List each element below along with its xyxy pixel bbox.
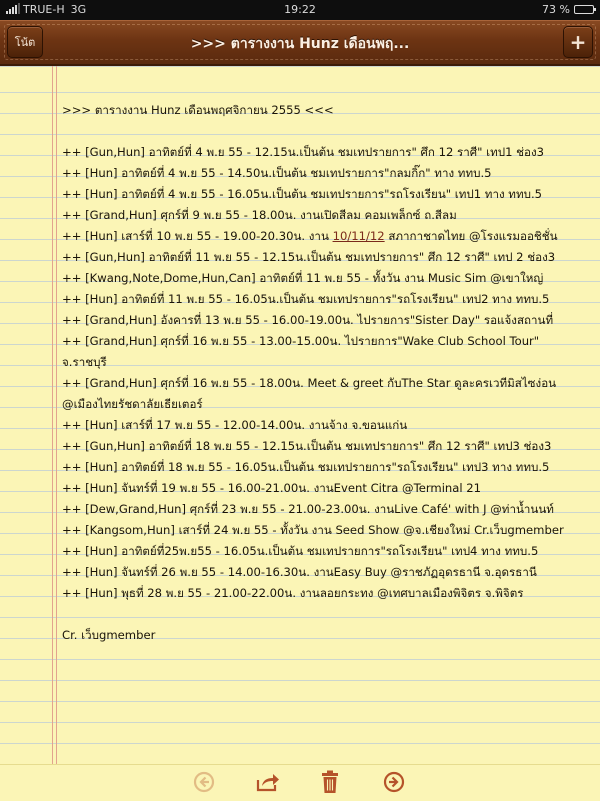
note-line <box>62 604 592 625</box>
note-line: จ.ราชบุรี <box>62 355 107 369</box>
note-line: ++ [Dew,Grand,Hun] ศุกร์ที่ 23 พ.ย 55 - 21.00-23.00น. งานLive Café' with J @ท่าน้ำนนท์ <box>62 502 554 516</box>
notes-back-button[interactable]: โน้ต <box>7 26 43 58</box>
margin-line <box>52 66 53 764</box>
battery-status <box>542 3 594 16</box>
network-type: 3G <box>70 3 87 16</box>
note-line-text: ++ [Hun] เสาร์ที่ 10 พ.ย 55 - 19.00-20.30น. งาน <box>62 229 333 243</box>
note-line: ++ [Grand,Hun] ศุกร์ที่ 16 พ.ย 55 - 18.00น. Meet & greet กับThe Star ดูละครเวทีมิสไซง่อน @เมืองไทยรัชดาลัยเธียเตอร์ <box>62 376 557 411</box>
note-line: ++ [Hun] อาทิตย์ที่ 4 พ.ย 55 - 16.05น.เป็นต้น ชมเทปรายการ"รถโรงเรียน" เทป1 ทาง ททบ.5 <box>62 187 543 201</box>
note-line: ++ [Gun,Hun] อาทิตย์ที่ 18 พ.ย 55 - 12.15น.เป็นต้น ชมเทปรายการ" ศึก 12 ราศี" เทป3 ช่อง3 <box>62 439 552 453</box>
note-line: ++ [Hun] อาทิตย์ที่ 11 พ.ย 55 - 16.05น.เป็นต้น ชมเทปรายการ"รถโรงเรียน" เทป2 ทาง ททบ.5 <box>62 292 550 306</box>
note-line: ++ [Hun] จันทร์ที่ 19 พ.ย 55 - 16.00-21.00น. งานEvent Citra @Terminal 21 <box>62 481 482 495</box>
battery-icon <box>574 5 594 14</box>
note-line: ++ [Hun] อาทิตย์ที่25พ.ย55 - 16.05น.เป็นต้น ชมเทปรายการ"รถโรงเรียน" เทป4 ทาง ททบ.5 <box>62 544 539 558</box>
share-icon[interactable] <box>254 769 282 795</box>
note-line-nov10 <box>62 226 592 247</box>
note-line: ++ [Hun] อาทิตย์ที่ 18 พ.ย 55 - 16.05น.เป็นต้น ชมเทปรายการ"รถโรงเรียน" เทป3 ทาง ททบ.5 <box>62 460 550 474</box>
note-line: ++ [Gun,Hun] อาทิตย์ที่ 11 พ.ย 55 - 12.15น.เป็นต้น ชมเทปรายการ" ศึก 12 ราศี" เทป 2 ช่อง3 <box>62 250 556 264</box>
note-paper[interactable] <box>0 66 600 764</box>
carrier-name: TRUE-H <box>23 3 65 16</box>
note-toolbar <box>0 20 600 66</box>
note-line <box>62 121 592 142</box>
next-icon[interactable] <box>380 769 408 795</box>
battery-percent: 73 % <box>542 3 570 16</box>
note-line: ++ [Hun] พุธที่ 28 พ.ย 55 - 21.00-22.00น. งานลอยกระทง @เทศบาลเมืองพิจิตร จ.พิจิตร <box>62 586 524 600</box>
status-bar <box>0 0 600 20</box>
note-line: ++ [Kangsom,Hun] เสาร์ที่ 24 พ.ย 55 - ทั้งวัน งาน Seed Show @จ.เชียงใหม่ Cr.เว็บgmember <box>62 523 564 537</box>
note-line: ++ [Hun] จันทร์ที่ 26 พ.ย 55 - 14.00-16.30น. งานEasy Buy @ราชภัฏอุดรธานี จ.อุดรธานี <box>62 565 537 579</box>
note-line: ++ [Hun] อาทิตย์ที่ 4 พ.ย 55 - 14.50น.เป็นต้น ชมเทปรายการ"กลมกิ๊ก" ทาง ททบ.5 <box>62 166 492 180</box>
note-line: >>> ตารางงาน Hunz เดือนพฤศจิกายน 2555 <<< <box>62 103 334 117</box>
margin-line <box>56 66 57 764</box>
previous-icon[interactable] <box>190 769 218 795</box>
note-bottom-bar <box>0 764 600 801</box>
status-time: 19:22 <box>284 3 316 16</box>
trash-icon[interactable] <box>316 769 344 795</box>
add-note-button[interactable]: + <box>563 26 593 58</box>
date-link[interactable]: 10/11/12 <box>332 229 385 243</box>
note-line: ++ [Grand,Hun] ศุกร์ที่ 9 พ.ย 55 - 18.00น. งานเปิดสีลม คอมเพล็กซ์ ถ.สีลม <box>62 208 457 222</box>
note-line: Cr. เว็บgmember <box>62 628 156 642</box>
note-line: ++ [Kwang,Note,Dome,Hun,Can] อาทิตย์ที่ 11 พ.ย 55 - ทั้งวัน งาน Music Sim @เขาใหญ่ <box>62 271 544 285</box>
note-line: ++ [Grand,Hun] อังคารที่ 13 พ.ย 55 - 16.00-19.00น. ไปรายการ"Sister Day" รอแจ้งสถานที่ <box>62 313 554 327</box>
note-line <box>62 646 592 667</box>
note-body[interactable] <box>62 100 592 667</box>
note-line-text: สภากาชาดไทย @โรงแรมออชิชั่น <box>384 229 558 243</box>
note-line: ++ [Gun,Hun] อาทิตย์ที่ 4 พ.ย 55 - 12.15น.เป็นต้น ชมเทปรายการ" ศึก 12 ราศี" เทป1 ช่อง3 <box>62 145 545 159</box>
note-title: >>> ตารางงาน Hunz เดือนพฤ... <box>190 36 410 52</box>
note-line: ++ [Grand,Hun] ศุกร์ที่ 16 พ.ย 55 - 13.00-15.00น. ไปรายการ"Wake Club School Tour" <box>62 334 540 348</box>
note-line: ++ [Hun] เสาร์ที่ 17 พ.ย 55 - 12.00-14.00น. งานจ้าง จ.ขอนแก่น <box>62 418 408 432</box>
